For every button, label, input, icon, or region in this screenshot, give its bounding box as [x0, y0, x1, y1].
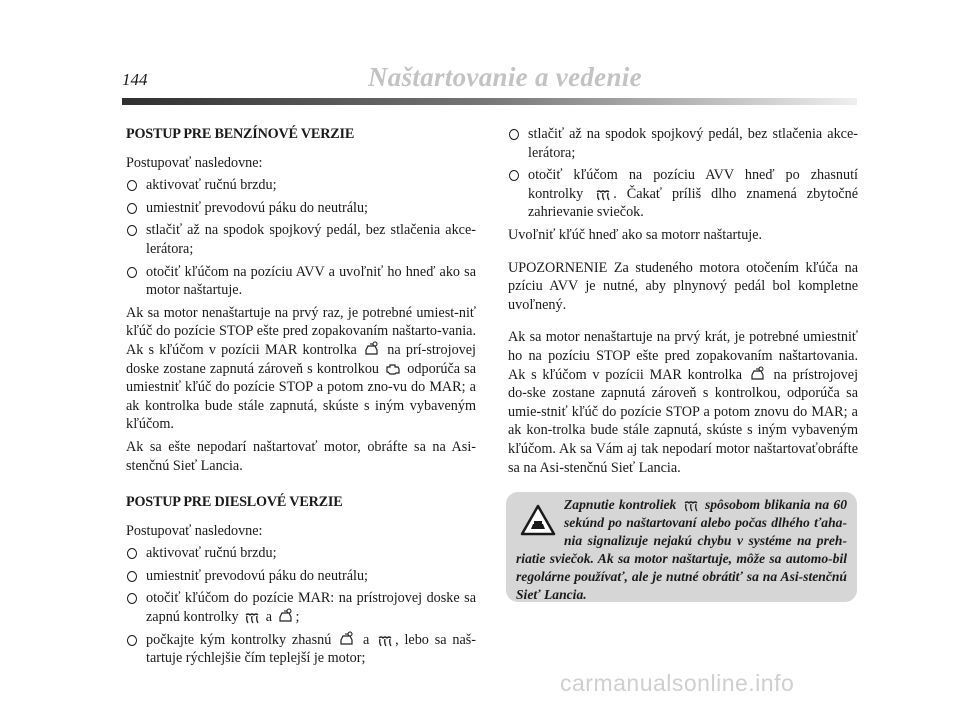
- hollow-circle-bullet-icon: [127, 203, 137, 214]
- car-key-immobilizer-icon: [278, 608, 294, 624]
- warning-box: [506, 492, 857, 602]
- title-rule: [122, 98, 857, 105]
- warning-text: Zapnutie kontroliek spôsobom blikania na 60 sekúnd po naštartovaní alebo počas dlhého ťaha-nia signalizuje nejakú chybu v systéme na preh-riatie sviečok. Ak sa motor naštartuje, môže sa automo-bil regolárne používať, ale je nutné obrátiť sa na Asi-stenčnú Sieť Lancia.: [516, 497, 848, 602]
- engine-fault-icon: [385, 362, 401, 376]
- list-item: stlačiť až na spodok spojkový pedál, bez stlačenia akce-lerátora;: [508, 125, 858, 162]
- glow-plug-warning-icon: [683, 500, 699, 512]
- car-key-immobilizer-icon: [339, 631, 355, 647]
- cold-engine-note: UPOZORNENIE Za studeného motora otočením kľúča na pzíciu AVV je nutné, aby plnynový pedál bol kompletne uvoľnený.: [508, 259, 858, 313]
- diesel-steps-list: [126, 544, 476, 668]
- hollow-circle-bullet-icon: [509, 170, 519, 181]
- left-column: [126, 125, 476, 672]
- list-item: aktivovať ručnú brzdu;: [126, 544, 476, 563]
- list-item: umiestniť prevodovú páku do neutrálu;: [126, 199, 476, 218]
- hollow-circle-bullet-icon: [127, 593, 137, 604]
- hollow-circle-bullet-icon: [509, 129, 519, 140]
- diesel-heading: POSTUP PRE DIESLOVÉ VERZIE: [126, 494, 343, 511]
- glow-plug-warning-icon: [244, 612, 260, 624]
- petrol-intro: Postupovať nasledovne:: [126, 154, 263, 171]
- petrol-retry-paragraph: Ak sa motor nenaštartuje na prvý raz, je potrebné umiest-niť kľúč do pozície STOP ešte pred zopakovaním naštarto-vania. Ak s kľúčom v pozícii MAR kontrolka na prí-strojovej doske zostane zapnutá zároveň s kontrolkou odporúča sa umiestniť kľúč do pozície STOP a potom zno-vu do MAR; a ak kontrolka bude stále zapnutá, skúste s iným vybaveným kľúčom.: [126, 304, 477, 433]
- release-key-paragraph: Uvoľniť kľúč hneď ako sa motorr naštartuje.: [508, 226, 763, 243]
- petrol-heading: POSTUP PRE BENZÍNOVÉ VERZIE: [126, 126, 355, 142]
- hollow-circle-bullet-icon: [127, 571, 137, 582]
- hollow-circle-bullet-icon: [127, 225, 137, 236]
- petrol-assistance-paragraph: Ak sa ešte nepodarí naštartovať motor, obráfte sa na Asi-stenčnú Sieť Lancia.: [126, 438, 476, 474]
- list-item: umiestniť prevodovú páku do neutrálu;: [126, 567, 476, 586]
- hollow-circle-bullet-icon: [127, 548, 137, 559]
- diesel-steps-continued-list: [508, 125, 858, 222]
- glow-plug-warning-icon: [377, 635, 393, 647]
- hollow-circle-bullet-icon: [127, 267, 137, 278]
- page-title: Naštartovanie a vedenie: [368, 62, 642, 92]
- car-key-immobilizer-icon: [750, 366, 766, 382]
- hollow-circle-bullet-icon: [127, 635, 137, 646]
- list-item: počkajte kým kontrolky zhasnú a , lebo sa naš-tartuje rýchlejšie čím teplejší je motor;: [126, 631, 476, 668]
- glow-plug-warning-icon: [595, 189, 611, 201]
- list-item: otočiť kľúčom do pozície MAR: na prístrojovej doske sa zapnú kontrolky a ;: [126, 589, 476, 626]
- diesel-retry-paragraph: Ak sa motor nenaštartuje na prvý krát, je potrebné umiestniť ho na pozíciu STOP ešte pred zopakovaním naštartovania. Ak s kľúčom v pozícii MAR kontrolka na prístrojovej do-ske zostane zapnutá zároveň s kontrolkou, odporúča sa umie-stniť kľúč do pozície STOP a potom znovu do MAR; a ak kon-trolka bude stále zapnutá, skúste s iným vybaveným kľúčom. Ak sa Vám aj tak nepodarí motor naštartovaťobráfte sa na Asi-stenčnú Sieť Lancia.: [508, 329, 859, 476]
- page-number: 144: [122, 70, 148, 89]
- list-item: otočiť kľúčom na pozíciu AVV a uvoľniť ho hneď ako sa motor naštartuje.: [126, 263, 476, 300]
- list-item: otočiť kľúčom na pozíciu AVV hneď po zhasnutí kontrolky . Čakať príliš dlho znamená zbytočné zahrievanie sviečok.: [508, 166, 858, 222]
- car-key-immobilizer-icon: [364, 341, 380, 357]
- watermark: carmanualsonline.info: [560, 670, 795, 696]
- list-item: aktivovať ručnú brzdu;: [126, 176, 476, 195]
- petrol-steps-list: [126, 176, 476, 300]
- list-item: stlačiť až na spodok spojkový pedál, bez stlačenia akce-lerátora;: [126, 221, 476, 258]
- right-column: [508, 125, 858, 481]
- hollow-circle-bullet-icon: [127, 180, 137, 191]
- diesel-intro: Postupovať nasledovne:: [126, 522, 263, 539]
